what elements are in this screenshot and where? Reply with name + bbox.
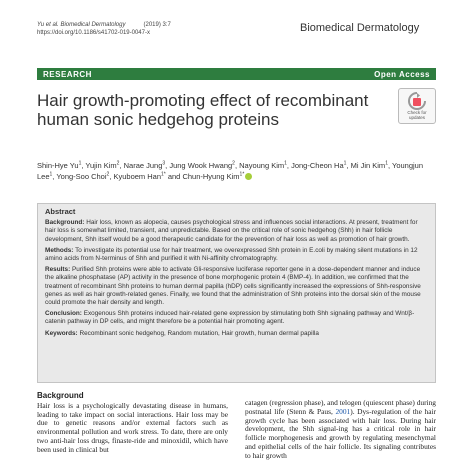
author-name[interactable]: Jong-Cheon Ha xyxy=(291,161,344,170)
author-name[interactable]: Chun-Hyung Kim xyxy=(182,172,240,181)
author-affiliation: 1 xyxy=(343,160,347,167)
background-heading: Background xyxy=(37,391,84,400)
abstract-conclusion: Conclusion: Exogenous Shh proteins induced hair-related gene expression by stimulating both Shh signaling pathway and Wnt/β-catenin pathway in DP cells, and might therefore be a potential hair promoting agent. xyxy=(45,310,415,326)
author-name[interactable]: Yujin Kim xyxy=(85,161,117,170)
abstract-keywords: Keywords: Recombinant sonic hedgehog, Random mutation, Hair growth, human dermal papilla xyxy=(45,329,319,337)
orcid-icon[interactable] xyxy=(245,173,252,180)
author-affiliation: 1* xyxy=(239,171,245,178)
author-affiliation: 1 xyxy=(49,171,53,178)
journal-citation: Yu et al. Biomedical Dermatology xyxy=(37,22,126,28)
open-access-label: Open Access xyxy=(374,69,430,79)
article-type-label: RESEARCH xyxy=(43,69,92,79)
article-type-banner xyxy=(37,68,436,80)
author-name[interactable]: Yong-Soo Choi xyxy=(56,172,107,181)
year-volume: (2019) 3:7 xyxy=(143,22,171,28)
author-affiliation: 2 xyxy=(106,171,110,178)
body-column-right xyxy=(245,399,436,460)
body-column-left xyxy=(37,392,228,455)
abstract-heading: Abstract xyxy=(45,207,76,216)
author-affiliation: 3 xyxy=(162,160,166,167)
abstract-results: Results: Purified Shh proteins were able to activate Gli-responsive luciferase reporter gene in a dose-dependent manner and induce the alkaline phosphatase (AP) activity in the presence of bone morphogenic protein 4 (BMP-4). In addition, we confirmed that the treatment of recombinant Shh proteins to human dermal papilla (hDP) cells significantly increased the expressions of Shh-responsive genes as well as hair growth-related genes. Finally, we found that the administration of Shh proteins into the dorsal skin of the mouse could promote the hair density and length. xyxy=(45,266,421,307)
author-affiliation: 1 xyxy=(284,160,287,167)
abstract-methods: Methods: To investigate its potential use for hair treatment, we overexpressed Shh protein in E.coli by making silent mutations in 12 amino acids from N-terminus of Shh and purified it with Ni-affinity chromatography. xyxy=(45,246,418,263)
article-title: Hair growth-promoting effect of recombinant human sonic hedgehog proteins xyxy=(37,91,369,129)
author-name[interactable]: Youngjun Lee xyxy=(37,161,424,181)
updates-line2: updates xyxy=(408,115,425,120)
author-name[interactable]: Nayoung Kim xyxy=(239,161,285,170)
author-name[interactable]: Kyuboem Han xyxy=(113,172,162,181)
journal-name: Biomedical Dermatology xyxy=(300,22,420,34)
body-text-right-2: ). Dys-regulation of the hair growth cycle has been associated with hair loss. During hair development, the Shh signal-ing has a critical role in hair follicle morphogenesis and growth by regulating mesenchymal and epithelial cells of the hair follicle. Its signaling contributes to hair growth xyxy=(245,406,436,460)
citation-link[interactable]: 2001 xyxy=(335,406,351,416)
author-affiliation: 1 xyxy=(78,160,82,167)
body-text-right-1: catagen (regression phase), and telogen (quiescent phase) during postnatal life (Stenn & Paus, xyxy=(245,398,436,416)
abstract-box xyxy=(37,203,436,383)
body-paragraph-left: Hair loss is a psychologically devastating disease in humans, leading to take impact on social interactions. Hair loss may be due to genetic reasons and/or external factors such as environmental pollution and work stress. To date, there are only two anti-hair loss drugs, finaste-ride and minoxidil, which have been used in clinical but xyxy=(37,400,228,454)
author-affiliation: 2 xyxy=(232,160,235,167)
author-affiliation: 1* xyxy=(161,171,166,178)
author-name[interactable]: Mi Jin Kim xyxy=(350,161,386,170)
doi-link[interactable]: https://doi.org/10.1186/s41702-019-0047-x xyxy=(37,30,150,36)
abstract-background: Background: Hair loss, known as alopecia, causes psychological stress and influences social interactions. At present, treatment for hair loss is somewhat limited, transient, and unpredictable. Based on the critical role of sonic hedgehog (Shh) in hair follicle development, Shh itself would be a good therapeutic candidate for the prevention of hair loss as well as promotion of hair growth. xyxy=(45,219,418,243)
check-for-updates-button[interactable] xyxy=(398,88,436,124)
author-affiliation: 2 xyxy=(116,160,120,167)
author-list: Shin-Hye Yu$^1$, Yujin Kim$^2$, Narae Jung$^3$, Jung Wook Hwang$^2$, Nayoung Kim$^1$, Jong-Cheon Ha$^1$, Mi Jin Kim$^1$, Youngjun Lee$^1$, Yong-Soo Choi$^2$, Kyuboem Han$^{1*}$ and Chun-Hyung Kim$^{1*}$ xyxy=(37,160,424,181)
author-name[interactable]: Jung Wook Hwang xyxy=(169,161,233,170)
check-for-updates-icon xyxy=(407,92,427,110)
running-header xyxy=(37,21,171,37)
updates-line1: Check for xyxy=(407,110,427,115)
author-affiliation: 1 xyxy=(385,160,388,167)
author-name[interactable]: Shin-Hye Yu xyxy=(37,161,79,170)
author-name[interactable]: Narae Jung xyxy=(123,161,163,170)
